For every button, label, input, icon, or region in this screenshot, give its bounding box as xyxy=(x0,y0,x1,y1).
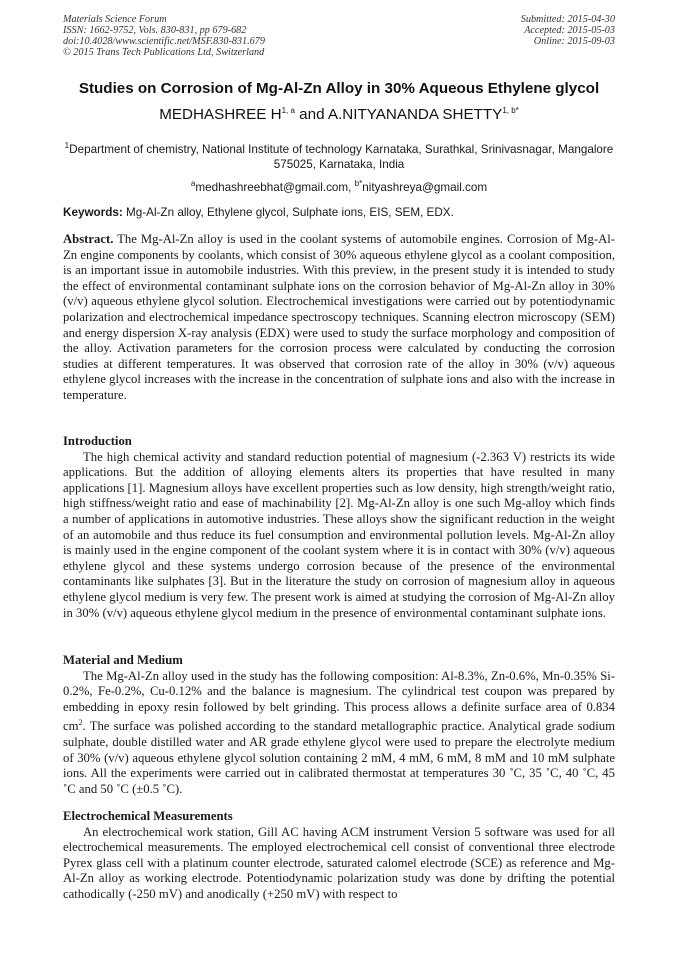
abstract-text: The Mg-Al-Zn alloy is used in the coolant systems of automobile engines. Corrosion of Mg-Al-Zn engine components by coolants, which consist of 30% aqueous ethylene glycol as a coolant composition, is an important issue in automobile industries. With this preview, in the present study it is intended to study the effect of environmental contaminant sulphate ions on the corrosion behavior of Mg-Al-Zn alloy in 30% (v/v) aqueous ethylene glycol solution. Electrochemical investigations were carried out by potentiodynamic polarization and electrochemical impedance spectroscopy techniques. Scanning electron microscopy (SEM) and energy dispersion X-ray analysis (EDX) were used to study the surface morphology and composition of the alloy. Activation parameters for the corrosion process were calculated by conducting the corrosion studies at different temperatures. It was observed that corrosion rate of the alloy in 30% (v/v) aqueous ethylene glycol increases with the increase in the concentration of sulphate ions and also with the increase in temperature. xyxy=(63,232,615,402)
paper-title: Studies on Corrosion of Mg-Al-Zn Alloy in 30% Aqueous Ethylene glycol xyxy=(78,80,600,97)
affiliation-text: Department of chemistry, National Institute of technology Karnataka, Surathkal, Srinivasnagar, Mangalore 575025, Karnataka, India xyxy=(69,142,614,171)
section-heading: Material and Medium xyxy=(63,653,183,667)
section-heading: Electrochemical Measurements xyxy=(63,809,233,823)
author-emails xyxy=(0,179,678,194)
abstract-label: Abstract. xyxy=(63,232,114,246)
author-name: MEDHASHREE H xyxy=(159,106,282,124)
journal-copyright: © 2015 Trans Tech Publications Ltd, Switzerland xyxy=(63,47,265,58)
section-paragraph: An electrochemical work station, Gill AC having ACM instrument Version 5 software was used for all electrochemical measurements. The employed electrochemical cell consist of conventional three electrode Pyrex glass cell with a platinum counter electrode, saturated calomel electrode (SCE) as reference and Mg-Al-Zn alloy as working electrode. Potentiodynamic polarization study was done by drifting the potential cathodically (-250 mV) and anodically (+250 mV) with respect to xyxy=(63,824,615,901)
affiliation xyxy=(63,138,615,172)
email-mark: b* xyxy=(354,179,363,188)
paragraph-text: The Mg-Al-Zn alloy used in the study has the following composition: Al-8.3%, Zn-0.6%, Mn-0.35% Si-0.2%, Fe-0.2%, Cu-0.12% and the balance is magnesium. The cylindrical test coupon was prepared by embedding in epoxy resin followed by belt grinding. This process allows a definite surface area of 0.834 cm xyxy=(63,668,615,734)
material-section xyxy=(63,653,615,798)
affiliation-mark: 1 xyxy=(64,141,70,150)
section-paragraph: The high chemical activity and standard reduction potential of magnesium (-2.363 V) restricts its wide applications. But the addition of alloying elements alters its properties that have resulted in many applications [1]. Magnesium alloys have excellent properties such as low density, high strength/weight ratio, high stiffness/weight ratio and ease of machinability [2]. Mg-Al-Zn alloy is one such Mg-alloy which finds a number of applications in automotive industries. These alloys show the significant reduction in the weight of an automobile and thus reduce its fuel consumption and environmental pollution levels. Mg-Al-Zn alloy is mainly used in the engine component of the coolant system where it is in contact with 30% (v/v) aqueous ethylene glycol and these systems undergo corrosion because of the presence of the environmental contaminants like sulphates [3]. But in the literature the study on corrosion of magnesium alloy in aqueous ethylene glycol medium is very few. The present work is aimed at studying the corrosion of Mg-Al-Zn alloy in 30% (v/v) aqueous ethylene glycol medium in the presence of environmental contaminant sulphate ions. xyxy=(63,449,615,620)
submission-dates xyxy=(521,14,615,47)
superscript: 2 xyxy=(78,718,83,728)
accepted-date: Accepted: 2015-05-03 xyxy=(524,25,615,36)
online-date: Online: 2015-09-03 xyxy=(533,36,615,47)
introduction-section xyxy=(63,434,615,621)
journal-doi: doi:10.4028/www.scientific.net/MSF.830-831.679 xyxy=(63,36,265,47)
paragraph-text: . The surface was polished according to the standard metallographic practice. Analytical grade sodium sulphate, double distilled water and AR grade ethylene glycol were used to prepare the electrolyte medium of 30% (v/v) aqueous ethylene glycol solution containing 2 mM, 4 mM, 6 mM, 8 mM and 10 mM sulphate ions. All the experiments were carried out in calibrated thermostat at temperatures 30 ˚C, 35 ˚C, 40 ˚C, 45 ˚C and 50 ˚C (±0.5 ˚C). xyxy=(63,719,615,796)
email-link[interactable]: medhashreebhat@gmail.com, xyxy=(195,180,352,194)
abstract xyxy=(63,232,615,404)
keywords-text: Mg-Al-Zn alloy, Ethylene glycol, Sulphate ions, EIS, SEM, EDX. xyxy=(126,206,454,219)
submitted-date: Submitted: 2015-04-30 xyxy=(520,14,615,25)
keywords-label: Keywords: xyxy=(63,206,123,219)
email-mark: a xyxy=(190,179,196,188)
author-conjunction: and xyxy=(299,106,325,124)
keywords xyxy=(63,206,615,219)
section-paragraph xyxy=(63,669,615,798)
journal-info xyxy=(63,14,265,58)
author-affiliation-mark: 1, b* xyxy=(502,106,519,115)
email-link[interactable]: nityashreya@gmail.com xyxy=(362,180,488,194)
section-heading: Introduction xyxy=(63,434,132,448)
author-line xyxy=(0,106,678,123)
journal-name: Materials Science Forum xyxy=(63,14,167,25)
author-affiliation-mark: 1, a xyxy=(281,106,295,115)
author-name: A.NITYANANDA SHETTY xyxy=(327,106,503,124)
journal-issn: ISSN: 1662-9752, Vols. 830-831, pp 679-682 xyxy=(63,25,247,36)
electrochemical-section xyxy=(63,809,615,903)
